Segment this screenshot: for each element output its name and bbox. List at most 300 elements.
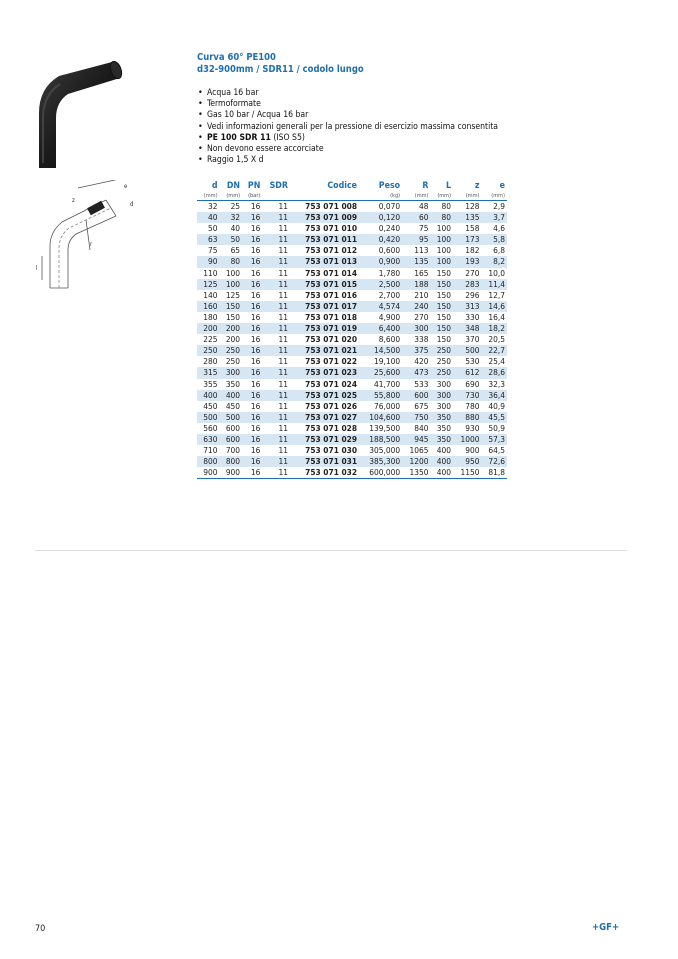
table-cell: 270 [465, 267, 480, 278]
table-cell: 81,8 [481, 467, 507, 479]
table-cell: 753 071 014 [305, 267, 358, 278]
table-cell: 420 [414, 356, 429, 367]
feature-item: • Non devono essere accorciate [197, 144, 498, 155]
units-row [197, 192, 507, 201]
column-header: e [499, 181, 505, 191]
table-cell: 113 [414, 245, 429, 256]
table-cell: 753 071 021 [290, 345, 359, 356]
table-cell: 150 [436, 334, 452, 345]
table-cell: 11 [278, 311, 288, 322]
table-cell: 600 [225, 422, 241, 433]
table-row [197, 334, 507, 345]
table-cell: 11 [278, 223, 288, 234]
table-cell: 1200 [402, 456, 430, 467]
table-cell: 16 [242, 434, 262, 445]
table-cell: 300 [436, 400, 452, 411]
table-cell: 400 [197, 390, 220, 401]
table-cell: 125 [197, 279, 220, 290]
table-cell: 76,000 [373, 400, 401, 411]
table-cell: 900 [197, 467, 220, 479]
product-title [197, 52, 364, 76]
table-cell: 140 [203, 289, 218, 300]
table-cell: 16 [250, 445, 261, 456]
column-unit [262, 192, 290, 201]
table-cell: 11 [262, 279, 290, 290]
table-cell: 16 [250, 223, 261, 234]
table-cell: 75 [419, 223, 429, 234]
table-cell: 2,500 [359, 279, 402, 290]
table-row [197, 201, 507, 213]
table-cell: 313 [453, 301, 481, 312]
table-cell: 753 071 025 [290, 390, 359, 401]
table-cell: 4,6 [493, 223, 505, 234]
table-cell: 110 [203, 267, 218, 278]
table-cell: 32 [208, 201, 218, 211]
table-cell: 50 [208, 223, 218, 234]
feature-item: • Gas 10 bar / Acqua 16 bar [197, 110, 498, 121]
table-cell: 930 [465, 422, 480, 433]
column-header: PN [247, 181, 261, 191]
table-cell: 700 [225, 445, 241, 456]
divider [35, 550, 627, 551]
table-cell: 0,420 [359, 234, 402, 245]
table-cell: 3,7 [481, 212, 507, 223]
table-cell: 1,780 [378, 267, 401, 278]
table-cell: 11 [262, 434, 290, 445]
table-cell: 0,240 [378, 223, 401, 234]
table-cell: 16,4 [488, 311, 505, 322]
table-cell: 16 [242, 412, 262, 423]
table-cell: 16 [242, 456, 262, 467]
table-cell: 63 [197, 234, 220, 245]
table-cell: 753 071 029 [290, 434, 359, 445]
table-cell: 300 [431, 390, 454, 401]
table-cell: 945 [402, 434, 430, 445]
table-cell: 250 [197, 345, 220, 356]
table-cell: 12,7 [488, 289, 505, 300]
page-number: 70 [35, 924, 46, 934]
table-cell: 16 [250, 356, 261, 367]
table-cell: 1065 [409, 445, 429, 456]
table-cell: 64,5 [488, 445, 505, 456]
table-cell: 135 [402, 256, 430, 267]
table-cell: 900 [220, 467, 243, 479]
table-row [197, 345, 507, 356]
table-cell: 11,4 [481, 279, 507, 290]
table-cell: 400 [436, 445, 452, 456]
table-cell: 11 [278, 400, 288, 411]
table-cell: 11 [278, 356, 288, 367]
table-cell: 25,600 [359, 367, 402, 378]
column-header: DN [226, 181, 241, 191]
table-cell: 32 [220, 212, 243, 223]
column-unit [290, 192, 359, 201]
table-cell: 16 [250, 289, 261, 300]
product-photo [34, 58, 134, 170]
table-cell: 900 [465, 445, 480, 456]
table-cell: 16 [250, 311, 261, 322]
column-header: Peso [378, 181, 401, 191]
table-cell: 25,4 [488, 356, 505, 367]
table-cell: 10,0 [488, 267, 505, 278]
table-cell: 11 [262, 212, 290, 223]
table-cell: 400 [220, 390, 243, 401]
table-cell: 225 [203, 334, 218, 345]
table-cell: 11 [262, 345, 290, 356]
table-cell: 150 [431, 279, 454, 290]
table-cell: 80 [441, 201, 452, 211]
table-cell: 753 071 023 [290, 367, 359, 378]
column-unit: (bar) [242, 192, 262, 201]
table-cell: 840 [414, 422, 429, 433]
column-unit: (mm) [220, 192, 243, 201]
table-cell: 750 [402, 412, 430, 423]
table-row [197, 223, 507, 234]
table-cell: 160 [197, 301, 220, 312]
table-cell: 11 [278, 267, 288, 278]
table-cell: 6,8 [493, 245, 505, 256]
table-cell: 11 [262, 256, 290, 267]
table-cell: 55,800 [359, 390, 402, 401]
table-cell: 182 [465, 245, 480, 256]
table-cell: 158 [465, 223, 480, 234]
table-cell: 753 071 015 [290, 279, 359, 290]
table-row [197, 379, 507, 390]
column-header: z [474, 181, 480, 191]
column-header: L [446, 181, 452, 191]
table-cell: 150 [436, 311, 452, 322]
feature-item: • Termoformate [197, 99, 498, 110]
table-cell: 8,2 [481, 256, 507, 267]
table-row [197, 356, 507, 367]
spec-table [197, 180, 507, 479]
table-cell: 355 [203, 378, 218, 389]
table-cell: 11 [278, 334, 288, 345]
table-cell: 16 [250, 267, 261, 278]
table-cell: 57,3 [481, 434, 507, 445]
table-cell: 1350 [402, 467, 430, 479]
table-cell: 60 [402, 212, 430, 223]
table-cell: 200 [220, 323, 243, 334]
drawing-label-r: r [90, 241, 93, 248]
table-cell: 1000 [453, 434, 481, 445]
table-cell: 753 071 022 [305, 356, 358, 367]
table-row [197, 467, 507, 479]
table-cell: 500 [453, 345, 481, 356]
table-cell: 150 [436, 267, 452, 278]
table-cell: 11 [262, 412, 290, 423]
table-cell: 45,5 [481, 412, 507, 423]
table-cell: 250 [225, 356, 241, 367]
table-cell: 16 [250, 378, 261, 389]
table-cell: 16 [250, 201, 261, 211]
table-cell: 600 [402, 390, 430, 401]
table-cell: 753 071 027 [290, 412, 359, 423]
table-cell: 612 [453, 367, 481, 378]
table-cell: 600 [220, 434, 243, 445]
drawing-label-z: z [72, 197, 75, 204]
table-cell: 600,000 [359, 467, 402, 479]
column-unit: (mm) [453, 192, 481, 201]
drawing-label-e: e [124, 183, 128, 190]
table-cell: 28,6 [481, 367, 507, 378]
table-cell: 1150 [453, 467, 481, 479]
table-cell: 72,6 [481, 456, 507, 467]
table-cell: 0,070 [378, 201, 401, 211]
table-cell: 11 [278, 201, 288, 211]
table-cell: 4,574 [359, 301, 402, 312]
table-cell: 400 [431, 456, 454, 467]
table-cell: 18,2 [481, 323, 507, 334]
table-cell: 240 [402, 301, 430, 312]
table-cell: 150 [431, 323, 454, 334]
table-cell: 95 [402, 234, 430, 245]
table-cell: 104,600 [359, 412, 402, 423]
table-cell: 100 [436, 245, 452, 256]
table-cell: 11 [262, 390, 290, 401]
table-cell: 32,3 [488, 378, 505, 389]
table-cell: 165 [414, 267, 429, 278]
table-cell: 330 [465, 311, 480, 322]
table-cell: 11 [278, 245, 288, 256]
table-cell: 880 [453, 412, 481, 423]
table-cell: 2,700 [378, 289, 401, 300]
table-row [197, 268, 507, 279]
table-cell: 16 [250, 245, 261, 256]
table-cell: 200 [225, 334, 241, 345]
table-cell: 270 [414, 311, 429, 322]
table-cell: 11 [262, 467, 290, 479]
table-row [197, 423, 507, 434]
table-cell: 753 071 013 [290, 256, 359, 267]
column-unit: (mm) [431, 192, 454, 201]
table-cell: 16 [250, 422, 261, 433]
drawing-label-d: d [130, 201, 134, 208]
table-cell: 100 [225, 267, 241, 278]
table-cell: 173 [453, 234, 481, 245]
column-header: d [211, 181, 218, 191]
table-cell: 48 [419, 201, 429, 211]
table-cell: 250 [220, 345, 243, 356]
table-cell: 753 071 028 [305, 422, 358, 433]
table-cell: 300 [402, 323, 430, 334]
table-cell: 193 [453, 256, 481, 267]
table-cell: 25 [230, 201, 241, 211]
table-cell: 350 [431, 412, 454, 423]
table-cell: 0,600 [378, 245, 401, 256]
table-cell: 210 [414, 289, 429, 300]
table-cell: 19,100 [373, 356, 401, 367]
table-row [197, 301, 507, 312]
table-cell: 753 071 016 [305, 289, 358, 300]
table-cell: 16 [242, 234, 262, 245]
table-cell: 188,500 [359, 434, 402, 445]
table-cell: 16 [242, 301, 262, 312]
table-cell: 50 [220, 234, 243, 245]
table-cell: 180 [203, 311, 218, 322]
table-cell: 675 [414, 400, 429, 411]
table-cell: 100 [431, 234, 454, 245]
gf-logo: +GF+ [592, 922, 620, 933]
title-line-1: Curva 60° PE100 [197, 52, 276, 63]
table-row [197, 390, 507, 401]
table-cell: 753 071 019 [290, 323, 359, 334]
table-cell: 11 [262, 301, 290, 312]
table-cell: 16 [242, 367, 262, 378]
column-header: SDR [269, 181, 288, 191]
table-cell: 11 [278, 289, 288, 300]
table-cell: 450 [225, 400, 241, 411]
table-cell: 36,4 [481, 390, 507, 401]
table-cell: 11 [278, 422, 288, 433]
column-unit: (mm) [197, 192, 220, 201]
table-cell: 100 [436, 223, 452, 234]
table-cell: 500 [197, 412, 220, 423]
table-cell: 6,400 [359, 323, 402, 334]
table-cell: 75 [208, 245, 218, 256]
table-cell: 500 [220, 412, 243, 423]
table-cell: 800 [220, 456, 243, 467]
table-row [197, 323, 507, 334]
table-cell: 780 [465, 400, 480, 411]
column-header: Codice [327, 181, 358, 191]
table-cell: 11 [278, 378, 288, 389]
table-cell: 300 [436, 378, 452, 389]
table-row [197, 412, 507, 423]
table-cell: 139,500 [369, 422, 401, 433]
table-cell: 11 [262, 456, 290, 467]
table-cell: 16 [242, 467, 262, 479]
table-cell: 0,900 [359, 256, 402, 267]
table-cell: 710 [203, 445, 218, 456]
table-row [197, 245, 507, 256]
table-cell: 730 [453, 390, 481, 401]
table-cell: 125 [225, 289, 241, 300]
table-cell: 753 071 009 [290, 212, 359, 223]
table-cell: 283 [453, 279, 481, 290]
table-cell: 690 [465, 378, 480, 389]
table-cell: 473 [402, 367, 430, 378]
column-unit: (mm) [481, 192, 507, 201]
table-cell: 188 [402, 279, 430, 290]
table-cell: 250 [431, 345, 454, 356]
column-unit: (mm) [402, 192, 430, 201]
table-cell: 250 [431, 367, 454, 378]
table-cell: 40 [230, 223, 241, 234]
table-cell: 5,8 [481, 234, 507, 245]
table-cell: 753 071 032 [290, 467, 359, 479]
table-cell: 753 071 024 [305, 378, 358, 389]
table-cell: 14,500 [359, 345, 402, 356]
table-cell: 90 [197, 256, 220, 267]
table-cell: 350 [225, 378, 241, 389]
table-cell: 753 071 018 [305, 311, 358, 322]
table-row [197, 434, 507, 445]
table-cell: 753 071 011 [290, 234, 359, 245]
table-cell: 800 [197, 456, 220, 467]
table-cell: 375 [402, 345, 430, 356]
table-cell: 753 071 008 [305, 201, 358, 211]
table-cell: 315 [197, 367, 220, 378]
table-cell: 400 [431, 467, 454, 479]
table-cell: 16 [242, 256, 262, 267]
header-row [197, 180, 507, 192]
table-cell: 40,9 [488, 400, 505, 411]
technical-drawing [28, 180, 146, 292]
table-cell: 11 [262, 367, 290, 378]
table-cell: 250 [436, 356, 452, 367]
table-cell: 753 071 017 [290, 301, 359, 312]
table-row [197, 212, 507, 223]
table-cell: 350 [431, 434, 454, 445]
table-cell: 22,7 [481, 345, 507, 356]
table-cell: 450 [203, 400, 218, 411]
table-cell: 753 071 031 [290, 456, 359, 467]
table-cell: 20,5 [488, 334, 505, 345]
table-cell: 533 [414, 378, 429, 389]
table-cell: 0,120 [359, 212, 402, 223]
table-cell: 630 [197, 434, 220, 445]
table-row [197, 312, 507, 323]
table-cell: 80 [431, 212, 454, 223]
table-cell: 14,6 [481, 301, 507, 312]
table-cell: 560 [203, 422, 218, 433]
feature-item: • PE 100 SDR 11 (ISO S5) [197, 133, 498, 144]
table-cell: 11 [262, 234, 290, 245]
column-header: R [422, 181, 429, 191]
table-cell: 753 071 026 [305, 400, 358, 411]
table-cell: 200 [197, 323, 220, 334]
table-row [197, 445, 507, 456]
table-cell: 370 [465, 334, 480, 345]
table-cell: 280 [203, 356, 218, 367]
feature-item: • Vedi informazioni generali per la pressione di esercizio massima consentita [197, 122, 498, 133]
table-cell: 296 [465, 289, 480, 300]
table-cell: 16 [242, 345, 262, 356]
table-cell: 150 [225, 311, 241, 322]
table-cell: 338 [414, 334, 429, 345]
table-cell: 128 [465, 201, 480, 211]
table-cell: 100 [220, 279, 243, 290]
table-cell: 100 [431, 256, 454, 267]
table-cell: 16 [242, 390, 262, 401]
table-row [197, 456, 507, 467]
table-cell: 50,9 [488, 422, 505, 433]
table-cell: 753 071 030 [305, 445, 358, 456]
table-row [197, 256, 507, 267]
table-cell: 150 [220, 301, 243, 312]
table-cell: 300 [220, 367, 243, 378]
column-unit: (kg) [359, 192, 402, 201]
table-row [197, 367, 507, 378]
table-cell: 41,700 [373, 378, 401, 389]
table-cell: 135 [453, 212, 481, 223]
table-cell: 11 [278, 445, 288, 456]
table-cell: 11 [262, 323, 290, 334]
table-cell: 16 [242, 323, 262, 334]
table-cell: 530 [465, 356, 480, 367]
table-cell: 4,900 [378, 311, 401, 322]
feature-item: • Raggio 1,5 X d [197, 155, 498, 166]
table-cell: 65 [230, 245, 241, 256]
table-cell: 348 [453, 323, 481, 334]
table-cell: 2,9 [493, 201, 505, 211]
table-cell: 385,300 [359, 456, 402, 467]
table-cell: 40 [197, 212, 220, 223]
table-cell: 753 071 012 [305, 245, 358, 256]
table-row [197, 279, 507, 290]
feature-item: • Acqua 16 bar [197, 88, 498, 99]
